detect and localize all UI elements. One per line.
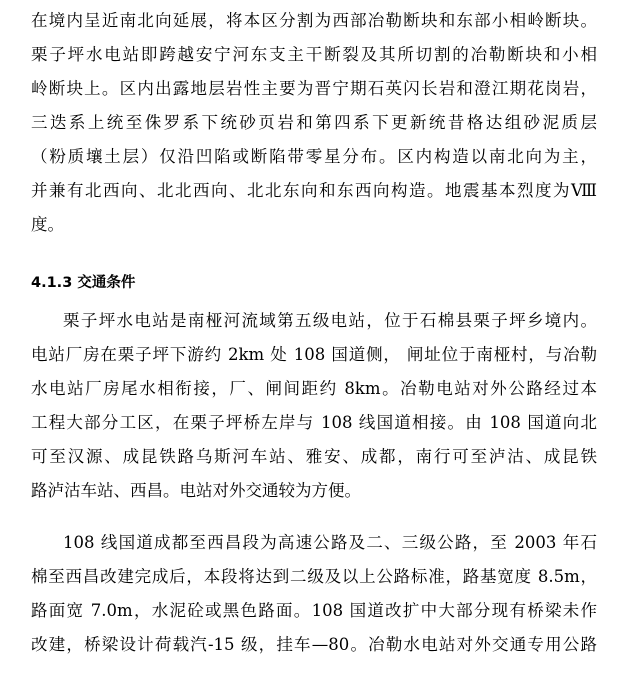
paragraph-1-line-1: 在境内呈近南北向延展，将本区分割为西部冶勒断块和东部小相岭断块。 (31, 11, 597, 30)
paragraph-2-line-4: 工程大部分工区，在栗子坪桥左岸与 108 线国道相接。由 108 国道向北 (31, 413, 597, 432)
paragraph-2-line-6: 路泸沽车站、西昌。电站对外交通较为方便。 (31, 481, 361, 500)
paragraph-3-line-2: 棉至西昌改建完成后，本段将达到二级及以上公路标准，路基宽度 8.5m， (31, 567, 597, 586)
paragraph-2-line-5: 可至汉源、成昆铁路乌斯河车站、雅安、成都，南行可至泸沽、成昆铁 (31, 447, 597, 466)
paragraph-3-line-4: 改建，桥梁设计荷载汽-15 级，挂车—80。冶勒水电站对外交通专用公路 (31, 635, 597, 654)
paragraph-2-line-2: 电站厂房在栗子坪下游约 2km 处 108 国道侧， 闸址位于南桠村，与冶勒 (31, 345, 597, 364)
paragraph-1-line-6: 并兼有北西向、北北西向、北北东向和东西向构造。地震基本烈度为Ⅷ (31, 181, 597, 200)
paragraph-2-line-1: 栗子坪水电站是南桠河流域第五级电站，位于石棉县栗子坪乡境内。 (63, 311, 597, 330)
paragraph-1-line-2: 栗子坪水电站即跨越安宁河东支主干断裂及其所切割的冶勒断块和小相 (31, 45, 597, 64)
paragraph-3-line-3: 路面宽 7.0m，水泥砼或黑色路面。108 国道改扩中大部分现有桥梁未作 (31, 601, 597, 620)
paragraph-1-line-7: 度。 (31, 215, 64, 234)
paragraph-3-line-1: 108 线国道成都至西昌段为高速公路及二、三级公路，至 2003 年石 (63, 533, 597, 552)
paragraph-1-line-3: 岭断块上。区内出露地层岩性主要为晋宁期石英闪长岩和澄江期花岗岩， (31, 79, 597, 98)
section-heading: 4.1.3 交通条件 (31, 275, 136, 291)
paragraph-1-line-4: 三迭系上统至侏罗系下统砂页岩和第四系下更新统昔格达组砂泥质层 (31, 113, 597, 132)
paragraph-2-line-3: 水电站厂房尾水相衔接，厂、闸间距约 8km。冶勒电站对外公路经过本 (31, 379, 597, 398)
paragraph-1-line-5: （粉质壤土层）仅沿凹陷或断陷带零星分布。区内构造以南北向为主， (31, 147, 597, 166)
